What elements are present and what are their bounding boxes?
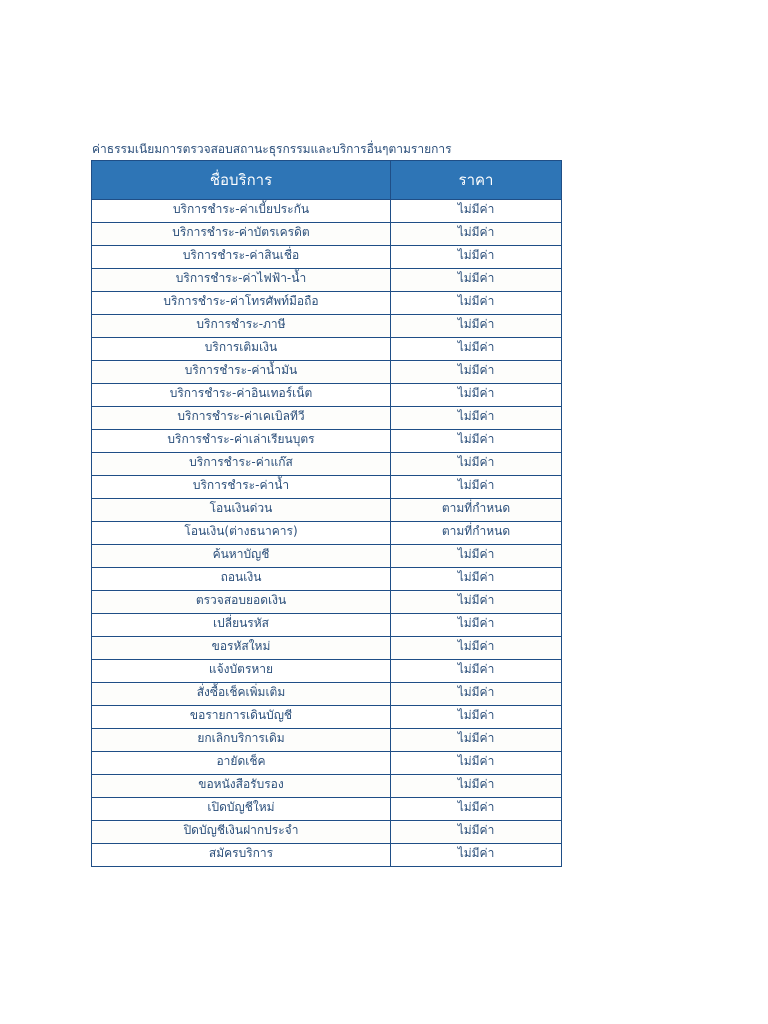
price-cell	[391, 245, 561, 268]
service-name-text: ปิดบัญชีเงินฝากประจำ	[183, 823, 299, 837]
price-text: ไม่มีค่า	[457, 409, 495, 423]
price-text: ไม่มีค่า	[457, 271, 495, 285]
service-name-cell	[92, 245, 391, 268]
service-name-cell	[92, 797, 391, 820]
price-text: ไม่มีค่า	[457, 340, 495, 354]
price-text: ไม่มีค่า	[457, 685, 495, 699]
service-name-text: ค้นหาบัญชี	[212, 547, 270, 561]
table-row	[92, 245, 561, 268]
price-text: ไม่มีค่า	[457, 570, 495, 584]
table-row	[92, 774, 561, 797]
price-text: ไม่มีค่า	[457, 616, 495, 630]
price-text: ไม่มีค่า	[457, 294, 495, 308]
service-name-cell	[92, 613, 391, 636]
price-cell	[391, 498, 561, 521]
table-row	[92, 521, 561, 544]
table-row	[92, 337, 561, 360]
price-text: ไม่มีค่า	[457, 317, 495, 331]
service-name-cell	[92, 521, 391, 544]
service-name-text: บริการชำระ-ค่าไฟฟ้า-น้ำ	[175, 271, 307, 285]
service-name-cell	[92, 751, 391, 774]
service-name-text: บริการชำระ-ค่าเบี้ยประกัน	[172, 202, 310, 216]
table-row	[92, 659, 561, 682]
price-text: ไม่มีค่า	[457, 386, 495, 400]
service-name-cell	[92, 200, 391, 222]
price-cell	[391, 521, 561, 544]
price-text: ไม่มีค่า	[457, 432, 495, 446]
price-text: ไม่มีค่า	[457, 225, 495, 239]
table-row	[92, 820, 561, 843]
service-name-cell	[92, 567, 391, 590]
table-row	[92, 429, 561, 452]
price-cell	[391, 268, 561, 291]
service-name-text: บริการชำระ-ค่าเคเบิลทีวี	[177, 409, 305, 423]
table-row	[92, 268, 561, 291]
service-name-text: บริการชำระ-ค่าสินเชื่อ	[182, 248, 300, 262]
price-text: ไม่มีค่า	[457, 777, 495, 791]
table-row	[92, 406, 561, 429]
service-name-cell	[92, 659, 391, 682]
price-text: ไม่มีค่า	[457, 593, 495, 607]
table-row	[92, 728, 561, 751]
price-cell	[391, 820, 561, 843]
service-name-text: ขอรหัสใหม่	[211, 639, 271, 653]
table-row	[92, 222, 561, 245]
price-cell	[391, 475, 561, 498]
price-cell	[391, 452, 561, 475]
service-name-cell	[92, 590, 391, 613]
header-price: ราคา	[391, 161, 561, 200]
table-row	[92, 291, 561, 314]
service-name-text: ขอหนังสือรับรอง	[198, 777, 284, 791]
table-row	[92, 452, 561, 475]
service-name-cell	[92, 498, 391, 521]
price-cell	[391, 314, 561, 337]
price-text: ไม่มีค่า	[457, 846, 495, 860]
table-row	[92, 705, 561, 728]
price-cell	[391, 429, 561, 452]
table-row	[92, 751, 561, 774]
price-cell	[391, 291, 561, 314]
service-name-text: ขอรายการเดินบัญชี	[189, 708, 293, 722]
price-text: ไม่มีค่า	[457, 823, 495, 837]
service-name-cell	[92, 843, 391, 866]
service-name-cell	[92, 774, 391, 797]
service-name-cell	[92, 360, 391, 383]
price-cell	[391, 383, 561, 406]
service-name-text: บริการเติมเงิน	[204, 340, 278, 354]
price-text: ไม่มีค่า	[457, 800, 495, 814]
service-name-text: บริการชำระ-ภาษี	[196, 317, 286, 331]
service-name-text: บริการชำระ-ค่าเล่าเรียนบุตร	[167, 432, 315, 446]
price-cell	[391, 590, 561, 613]
service-name-cell	[92, 314, 391, 337]
service-name-cell	[92, 820, 391, 843]
table-row	[92, 613, 561, 636]
price-text: ไม่มีค่า	[457, 547, 495, 561]
service-name-cell	[92, 268, 391, 291]
price-cell	[391, 705, 561, 728]
price-cell	[391, 567, 561, 590]
fee-table-container	[91, 160, 562, 867]
table-row	[92, 797, 561, 820]
service-name-cell	[92, 682, 391, 705]
service-name-text: อายัดเช็ค	[216, 754, 266, 768]
fee-table	[91, 160, 562, 867]
price-text: ไม่มีค่า	[457, 731, 495, 745]
service-name-text: ยกเลิกบริการเดิม	[197, 731, 285, 745]
table-row	[92, 544, 561, 567]
service-name-cell	[92, 636, 391, 659]
price-cell	[391, 728, 561, 751]
service-name-text: บริการชำระ-ค่าแก๊ส	[189, 455, 293, 469]
service-name-text: ตรวจสอบยอดเงิน	[195, 593, 287, 607]
service-name-text: บริการชำระ-ค่าอินเทอร์เน็ต	[169, 386, 313, 400]
table-row	[92, 475, 561, 498]
price-cell	[391, 613, 561, 636]
table-body	[92, 200, 561, 866]
price-text: ตามที่กำหนด	[441, 501, 511, 515]
price-cell	[391, 659, 561, 682]
service-name-text: เปิดบัญชีใหม่	[207, 800, 275, 814]
table-caption: ค่าธรรมเนียมการตรวจสอบสถานะธุรกรรมและบริการอื่นๆตามรายการ	[92, 142, 452, 156]
table-row	[92, 360, 561, 383]
price-text: ไม่มีค่า	[457, 478, 495, 492]
table-row	[92, 567, 561, 590]
price-text: ไม่มีค่า	[457, 248, 495, 262]
price-cell	[391, 682, 561, 705]
table-row	[92, 383, 561, 406]
service-name-cell	[92, 406, 391, 429]
table-row	[92, 682, 561, 705]
price-text: ไม่มีค่า	[457, 754, 495, 768]
price-text: ไม่มีค่า	[457, 708, 495, 722]
price-text: ไม่มีค่า	[457, 662, 495, 676]
price-text: ไม่มีค่า	[457, 202, 495, 216]
service-name-text: บริการชำระ-ค่าบัตรเครดิต	[172, 225, 310, 239]
price-cell	[391, 200, 561, 222]
table-row	[92, 636, 561, 659]
table-row	[92, 498, 561, 521]
price-cell	[391, 751, 561, 774]
price-cell	[391, 774, 561, 797]
header-service-name: ชื่อบริการ	[92, 161, 391, 200]
table-row	[92, 843, 561, 866]
table-row	[92, 314, 561, 337]
service-name-text: สมัครบริการ	[208, 846, 274, 860]
price-cell	[391, 843, 561, 866]
price-cell	[391, 544, 561, 567]
price-cell	[391, 360, 561, 383]
table-row	[92, 200, 561, 222]
service-name-cell	[92, 429, 391, 452]
price-text: ไม่มีค่า	[457, 639, 495, 653]
service-name-cell	[92, 291, 391, 314]
price-text: ไม่มีค่า	[457, 455, 495, 469]
price-cell	[391, 222, 561, 245]
service-name-text: แจ้งบัตรหาย	[208, 662, 274, 676]
price-text: ตามที่กำหนด	[441, 524, 511, 538]
service-name-cell	[92, 383, 391, 406]
service-name-text: บริการชำระ-ค่าน้ำมัน	[184, 363, 298, 377]
service-name-cell	[92, 222, 391, 245]
service-name-text: โอนเงิน(ต่างธนาคาร)	[184, 524, 298, 538]
price-cell	[391, 337, 561, 360]
service-name-text: ถอนเงิน	[220, 570, 262, 584]
service-name-cell	[92, 337, 391, 360]
price-cell	[391, 636, 561, 659]
table-row	[92, 590, 561, 613]
price-cell	[391, 797, 561, 820]
service-name-text: เปลี่ยนรหัส	[213, 616, 269, 630]
service-name-text: สั่งซื้อเช็คเพิ่มเติม	[196, 685, 286, 699]
service-name-text: บริการชำระ-ค่าน้ำ	[192, 478, 290, 492]
service-name-cell	[92, 475, 391, 498]
service-name-text: บริการชำระ-ค่าโทรศัพท์มือถือ	[163, 294, 319, 308]
service-name-text: โอนเงินด่วน	[209, 501, 273, 515]
price-text: ไม่มีค่า	[457, 363, 495, 377]
table-header-row	[92, 161, 561, 200]
service-name-cell	[92, 705, 391, 728]
price-cell	[391, 406, 561, 429]
service-name-cell	[92, 728, 391, 751]
service-name-cell	[92, 544, 391, 567]
service-name-cell	[92, 452, 391, 475]
